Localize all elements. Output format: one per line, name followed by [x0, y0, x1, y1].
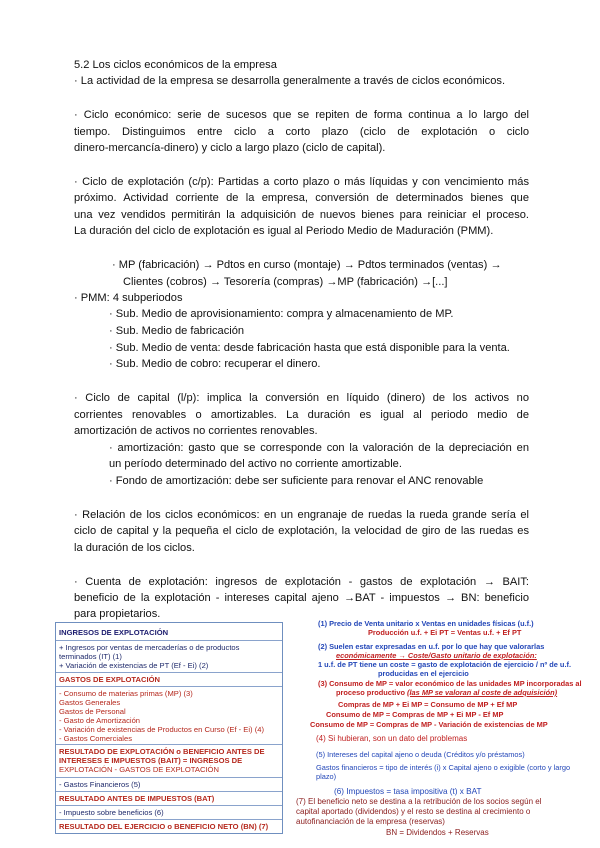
cycles-relation-line-1: · Relación de los ciclos económicos: en un engranaje de ruedas la rueda grande sería el — [74, 509, 529, 521]
cycles-relation-line-3: la duración de los ciclos. — [74, 542, 195, 554]
exploitation-cycle-line-4: La duración del ciclo de explotación es igual al Periodo Medio de Maduración (PMM). — [74, 225, 494, 237]
pmm-item: · Sub. Medio de venta: desde fabricación hasta que está disponible para la venta. — [109, 342, 510, 354]
table-divider — [56, 744, 282, 745]
income-statement-line-3: para propietarios. — [74, 608, 161, 620]
note-6: (6) Impuestos = tasa impositiva (t) x BAT — [334, 787, 482, 796]
gastos-item: - Gasto de Amortización — [59, 716, 141, 725]
note-2a: (2) Suelen estar expresadas en u.f. por lo que hay que valorarlas — [318, 642, 545, 651]
capital-cycle-line-2: corrientes renovables o amortizables. La duración es igual al periodo medio de — [74, 409, 529, 421]
note-2c: 1 u.f. de PT tiene un coste = gasto de explotación de ejercicio / nº de u.f. — [318, 660, 572, 669]
table-divider — [56, 819, 282, 820]
note-3b-underlined: (las MP se valoran al coste de adquisición) — [407, 688, 558, 697]
impuestos-row: - Impuesto sobre beneficios (6) — [59, 808, 164, 817]
exploitation-cycle-line-3: una vez vendidos permitirán la adquisición de nuevos bienes para reiniciar el proceso. — [74, 209, 529, 221]
table-divider — [56, 672, 282, 673]
note-7b: capital aportado (dividendos) y el resto se destina al crecimiento o — [296, 807, 531, 816]
table-divider — [56, 640, 282, 641]
exploitation-cycle-line-1: · Ciclo de explotación (c/p): Partidas a corto plazo o más líquidas y con vencimiento más — [74, 176, 529, 188]
pmm-item: · Sub. Medio de cobro: recuperar el dinero. — [109, 358, 321, 370]
bn-title: RESULTADO DEL EJERCICIO o BENEFICIO NETO (BN) (7) — [59, 822, 269, 831]
income-statement-line-1: · Cuenta de explotación: ingresos de explotación - gastos de explotación → BAIT: — [74, 576, 529, 588]
section-heading: 5.2 Los ciclos económicos de la empresa — [74, 59, 277, 71]
note-5b: Gastos financieros = tipo de interés (i) x Capital ajeno o exigible (corto y largo — [316, 763, 571, 772]
bait-title: INTERESES E IMPUESTOS (BAIT) = INGRESOS DE — [59, 756, 243, 765]
pmm-item: · Sub. Medio de fabricación — [109, 325, 245, 337]
income-statement-table — [55, 622, 283, 834]
note-4: (4) Si hubieran, son un dato del problemas — [316, 734, 468, 743]
note-3b: proceso productivo (las MP se valoran al coste de adquisición) — [336, 688, 558, 697]
ingresos-item: + Ingresos por ventas de mercaderías o de productos — [59, 643, 240, 652]
table-divider — [56, 777, 282, 778]
bait-title: RESULTADO DE EXPLOTACIÓN o BENEFICIO ANTES DE — [59, 747, 265, 756]
bat-title: RESULTADO ANTES DE IMPUESTOS (BAT) — [59, 794, 215, 803]
note-5a: (5) Intereses del capital ajeno o deuda (Créditos y/o préstamos) — [316, 750, 525, 759]
gastos-item: - Consumo de materias primas (MP) (3) — [59, 689, 193, 698]
intro-paragraph: · La actividad de la empresa se desarrolla generalmente a través de ciclos económicos. — [74, 75, 506, 87]
gastos-item: - Variación de existencias de Productos en Curso (Ef - Ei) (4) — [59, 725, 264, 734]
note-7d: BN = Dividendos + Reservas — [386, 828, 489, 837]
table-divider — [56, 805, 282, 806]
income-statement-line-2: beneficio de la explotación - intereses capital ajeno →BAT - impuestos → BN: beneficio — [74, 592, 529, 604]
note-1a: (1) Precio de Venta unitario x Ventas en unidades físicas (u.f.) — [318, 619, 534, 628]
gastos-item: - Gastos Comerciales — [59, 734, 133, 743]
table-divider — [56, 686, 282, 687]
economic-cycle-line-2: tiempo. Distinguimos entre ciclo a corto plazo (ciclo de explotación o ciclo — [74, 126, 529, 138]
economic-cycle-line-3: dinero-mercancía-dinero) y ciclo a largo plazo (ciclo de capital). — [74, 142, 386, 154]
capital-cycle-line-3: amortización de activos no corrientes renovables. — [74, 425, 318, 437]
note-3d: Consumo de MP = Compras de MP + Ei MP - Ef MP — [326, 710, 504, 719]
gastos-title: GASTOS DE EXPLOTACIÓN — [59, 675, 160, 684]
ingresos-item: + Variación de existencias de PT (Ef - Ei) (2) — [59, 661, 209, 670]
note-2b-text: económicamente → Coste/Gasto unitario de explotación: — [336, 651, 537, 660]
note-3c: Compras de MP + Ei MP = Consumo de MP + Ef MP — [338, 700, 518, 709]
capital-cycle-line-1: · Ciclo de capital (l/p): implica la conversión en líquido (dinero) de los activos no — [74, 392, 529, 404]
gastos-item: Gastos Generales — [59, 698, 121, 707]
note-2d: producidas en el ejercicio — [378, 669, 469, 678]
note-3e: Consumo de MP = Compras de MP - Variación de existencias de MP — [310, 720, 548, 729]
note-5c: plazo) — [316, 772, 337, 781]
amortization-item: un período determinado del activo no corriente amortizable. — [109, 458, 402, 470]
cycle-flow-line-2: Clientes (cobros) → Tesorería (compras) →MP (fabricación) →[...] — [123, 276, 448, 288]
table-divider — [56, 791, 282, 792]
pmm-item: · Sub. Medio de aprovisionamiento: compra y almacenamiento de MP. — [109, 308, 454, 320]
ingresos-item: terminados (IT) (1) — [59, 652, 122, 661]
amortization-fund-item: · Fondo de amortización: debe ser suficiente para renovar el ANC renovable — [109, 475, 484, 487]
bait-title: EXPLOTACIÓN - GASTOS DE EXPLOTACIÓN — [59, 765, 219, 774]
note-7c: autofinanciación de la empresa (reservas) — [296, 817, 445, 826]
gastos-financieros: - Gastos Financieros (5) — [59, 780, 141, 789]
cycles-relation-line-2: ciclo de capital y la pequeña el ciclo de explotación, la velocidad de giro de las ruedas es — [74, 525, 529, 537]
note-2b — [336, 651, 537, 660]
exploitation-cycle-line-2: próximo. Actividad corriente de la empresa, conversión de determinados bienes que — [74, 192, 529, 204]
note-7a: (7) El beneficio neto se destina a la retribución de los socios según el — [296, 797, 542, 806]
economic-cycle-line-1: · Ciclo económico: serie de sucesos que se repiten de forma continua a lo largo del — [74, 109, 529, 121]
gastos-item: Gastos de Personal — [59, 707, 126, 716]
note-3a: (3) Consumo de MP = valor económico de las unidades MP incorporadas al — [318, 679, 582, 688]
pmm-title: · PMM: 4 subperiodos — [74, 292, 183, 304]
cycle-flow-line-1: · MP (fabricación) → Pdtos en curso (montaje) → Pdtos terminados (ventas) → — [112, 259, 502, 271]
amortization-item: · amortización: gasto que se corresponde con la valoración de la depreciación en — [109, 442, 529, 454]
note-1b: Producción u.f. + Ei PT = Ventas u.f. + Ef PT — [368, 628, 522, 637]
ingresos-title: INGRESOS DE EXPLOTACIÓN — [59, 628, 169, 637]
